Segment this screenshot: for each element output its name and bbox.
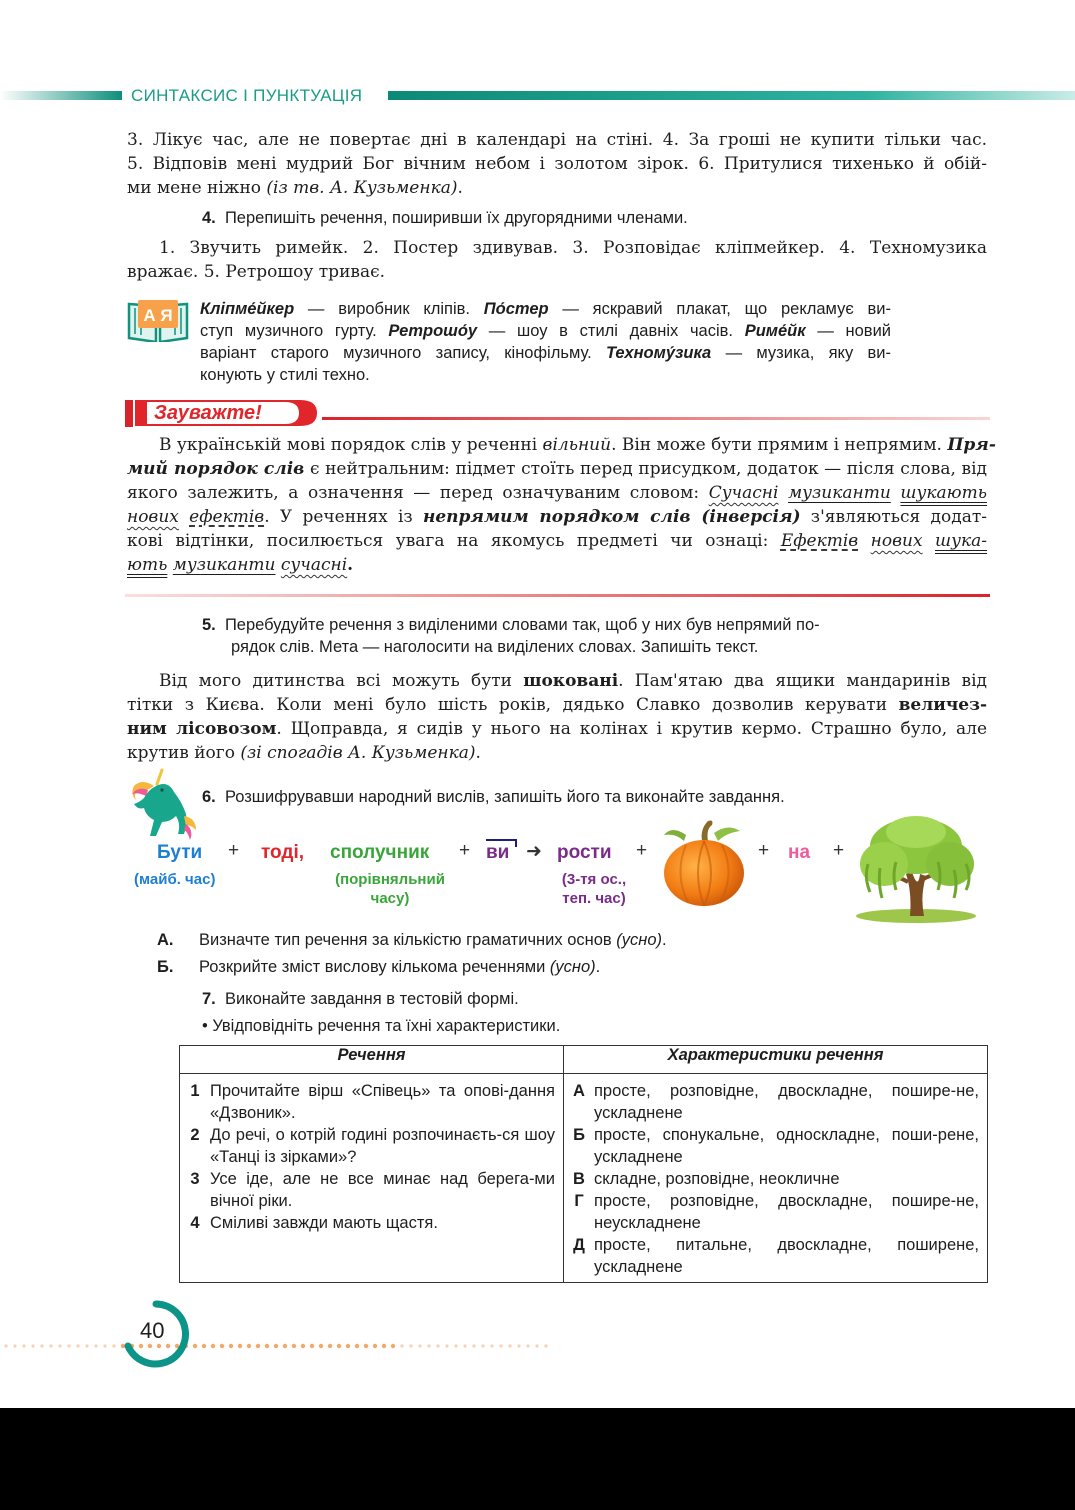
footer-dot (391, 1344, 395, 1348)
text-line: конують у стилі техно. (200, 366, 370, 384)
footer-dot (337, 1344, 341, 1348)
table-row (564, 1190, 987, 1234)
text-fragment: . (347, 555, 354, 575)
footer-dot (103, 1344, 106, 1347)
footer-dot (157, 1344, 161, 1348)
footer-dot (364, 1344, 368, 1348)
table-row (564, 1234, 987, 1278)
task4-sentences (127, 236, 987, 284)
item-key: Б (573, 1126, 585, 1144)
table-row (180, 1124, 563, 1168)
task-number: 5. (202, 616, 216, 634)
text-line (127, 693, 987, 717)
emphasis: непрямим порядком слів (інверсія) (422, 507, 801, 527)
footer-dot (247, 1344, 251, 1348)
footer-dot (454, 1344, 457, 1347)
subtask-text: Розкрийте зміст вислову кількома реченнями (199, 958, 550, 976)
item-key: Д (573, 1236, 585, 1254)
predicate-word: ють (127, 555, 168, 575)
item-key: 4 (190, 1214, 200, 1232)
column-header: Характеристики речення (564, 1046, 988, 1074)
item-text: Прочитайте вірш «Співець» та опові-дання «Дзвоник». (210, 1082, 555, 1122)
hint-line: (порівняльний (335, 871, 445, 888)
footer-dot (139, 1344, 143, 1348)
item-text: просте, розповідне, двоскладне, пошире-не, ускладнене (594, 1082, 979, 1122)
text-line (127, 717, 987, 741)
puzzle-word-spoluchnyk: сполучник (330, 842, 430, 863)
attribute-word: сучасні (280, 555, 348, 575)
footer-dot (85, 1344, 88, 1347)
instruction-text: Перебудуйте речення з виділеними словами так, щоб у них був непрямий по- (224, 616, 820, 634)
highlighted-word: шоковані (523, 671, 619, 691)
hint-line: часу) (370, 890, 410, 907)
text-line (127, 529, 987, 553)
definition: — музика, яку ви- (711, 344, 891, 362)
matching-table (179, 1045, 988, 1283)
footer-dot (238, 1344, 242, 1348)
text-line (127, 433, 996, 457)
subtask-note: (усно) (616, 931, 663, 949)
task7-bullet: • Увідповідніть речення та їхні характеристики. (202, 1017, 561, 1035)
item-key: 3 (190, 1170, 200, 1188)
item-key: 1 (190, 1082, 200, 1100)
definition: — шоу в стилі давніх часів. (477, 322, 745, 340)
footer-dot (22, 1344, 25, 1347)
item-text: складне, розповідне, неокличне (594, 1170, 840, 1188)
column-header: Речення (180, 1046, 564, 1074)
definition: — новий (805, 322, 892, 340)
footer-dots (4, 1344, 547, 1348)
text-line (127, 669, 987, 693)
footer-dot (382, 1344, 386, 1348)
text-fragment: . Пам'ятаю два ящики мандаринів від (618, 671, 987, 691)
item-key: Г (574, 1192, 584, 1210)
pumpkin-icon (656, 815, 752, 911)
text-line (127, 505, 987, 529)
attribute-word: Сучасні (708, 483, 779, 503)
source-citation: (зі спогадів А. Кузьменка) (240, 743, 476, 763)
footer-dot (220, 1344, 224, 1348)
definition: ступ музичного гурту. (200, 322, 389, 340)
page-number: 40 (140, 1318, 165, 1343)
subject-word: музиканти (788, 483, 891, 503)
task5-instruction (202, 614, 922, 658)
task-number: 4. (202, 209, 216, 227)
item-key: В (573, 1170, 585, 1188)
footer-dot (265, 1344, 269, 1348)
text-fragment: Від мого дитинства всі можуть бути (159, 671, 524, 691)
subtask-key: Б. (157, 958, 174, 976)
footer-dot (436, 1344, 439, 1347)
footer-dot (283, 1344, 287, 1348)
object-word: Ефектів (780, 531, 859, 551)
footer-dot (490, 1344, 493, 1347)
text-line (127, 741, 987, 765)
footer-dot (310, 1344, 314, 1348)
table-row (180, 1212, 563, 1234)
item-text: просте, розповідне, двоскладне, пошире-не, неускладнене (594, 1192, 979, 1232)
plus-sign: + (228, 840, 240, 861)
subject-word: музиканти (172, 555, 276, 575)
dictionary-block (200, 298, 891, 386)
item-key: А (573, 1082, 585, 1100)
footer-dot (472, 1344, 475, 1347)
attribute-word: нових (127, 507, 179, 527)
footer-dot (76, 1344, 79, 1347)
predicate-word: шука- (935, 531, 988, 551)
task-number: 6. (202, 788, 216, 806)
item-text: Сміливі завжди мають щастя. (210, 1214, 438, 1232)
plus-sign: + (758, 840, 770, 861)
term: Кліпме́йкер (200, 300, 295, 318)
puzzle-hint-rosty (546, 870, 642, 908)
puzzle-word-vy: ви (486, 842, 510, 863)
text-fragment: тітки з Києва. Коли мені було шість років, дядько Славко дозволив керувати (127, 695, 899, 715)
attribute-word: нових (870, 531, 923, 551)
term: Риме́йк (744, 322, 806, 340)
footer-dot (274, 1344, 278, 1348)
dictionary-book-icon (126, 296, 190, 342)
puzzle-word-rosty: рости (557, 842, 612, 863)
table-row (180, 1080, 563, 1124)
table-row (564, 1080, 987, 1124)
footer-dot (202, 1344, 206, 1348)
object-word: ефектів (189, 507, 265, 527)
instruction-text: Виконайте завдання в тестовій формі. (224, 990, 519, 1008)
hint-line: (3-тя ос., (561, 871, 627, 888)
source-citation: (із тв. А. Кузьменка) (266, 178, 458, 198)
emphasis: вільний (542, 435, 612, 455)
item-text: просте, питальне, двоскладне, поширене, ускладнене (594, 1236, 979, 1276)
footer-dot (166, 1344, 170, 1348)
text-fragment: . (595, 958, 601, 976)
subtask-key: А. (157, 931, 174, 949)
footer-dot (355, 1344, 359, 1348)
footer-dot (229, 1344, 233, 1348)
puzzle-word-todi: тоді, (261, 842, 305, 863)
text-fragment: з'являються додат- (800, 507, 988, 527)
text-fragment: . Щоправда, я сидів у нього на колінах і крутив кермо. Страшно було, але (276, 719, 988, 739)
subtask-text: Визначте тип речення за кількістю граматичних основ (199, 931, 617, 949)
note-divider (125, 593, 990, 598)
sentences-cell (180, 1074, 564, 1283)
text-line (200, 320, 891, 342)
table-body-row (180, 1074, 988, 1283)
puzzle-hint-spoluchnyk (324, 870, 456, 908)
text-fragment: . Він може бути прямим і непрямим. (611, 435, 948, 455)
hint-line: теп. час) (562, 890, 626, 907)
plus-sign: + (833, 840, 845, 861)
definition: — яскравий плакат, що рекламує ви- (548, 300, 891, 318)
footer-dot (409, 1344, 412, 1347)
footer-dot (58, 1344, 61, 1347)
footer-dot (463, 1344, 466, 1347)
text-fragment: . (662, 931, 667, 949)
footer-dot (193, 1344, 197, 1348)
text-line: 1. Звучить римейк. 2. Постер здивував. 3. Розповідає кліпмейкер. 4. Техномузика (159, 238, 987, 258)
puzzle-word-na: на (788, 842, 811, 863)
item-key: 2 (190, 1126, 200, 1144)
task5-text (127, 669, 987, 765)
text-fragment: . У реченнях із (264, 507, 423, 527)
footer-dot (400, 1344, 403, 1347)
table-header-row (180, 1046, 988, 1074)
text-line (127, 457, 987, 481)
instruction-text: Розшифрувавши народний вислів, запишіть його та виконайте завдання. (224, 788, 785, 806)
footer-dot (4, 1344, 7, 1347)
predicate-word: шукають (900, 483, 988, 503)
footer-dot (373, 1344, 377, 1348)
subtask-note: (усно) (549, 958, 596, 976)
section-title: СИНТАКСИС І ПУНКТУАЦІЯ (131, 86, 363, 105)
footer-dot (517, 1344, 520, 1347)
text-line (200, 342, 891, 364)
text-fragment: кові відтінки, посилюється увага на якомусь предметі чи ознаці: (127, 531, 781, 551)
footer-dot (445, 1344, 448, 1347)
definition: — виробник кліпів. (294, 300, 484, 318)
footer-dot (40, 1344, 43, 1347)
text-line: вражає. 5. Ретрошоу триває. (127, 262, 386, 282)
footer-dot (31, 1344, 34, 1347)
footer-dot (319, 1344, 323, 1348)
text-line: 5. Відповів мені мудрий Бог вічним небом і золотом зірок. 6. Притулися тихенько й обій- (127, 154, 987, 174)
footer-dot (535, 1344, 538, 1347)
footer-dot (211, 1344, 215, 1348)
puzzle-hint-buty: (майб. час) (134, 871, 216, 888)
footer-dot (544, 1344, 547, 1347)
note-text (127, 433, 996, 577)
text-fragment: ми мене ніжно (127, 178, 262, 198)
footer-dot (148, 1344, 152, 1348)
footer-dot (526, 1344, 529, 1347)
unicorn-icon (126, 764, 200, 842)
footer-dot (499, 1344, 502, 1347)
text-line (127, 481, 987, 505)
item-text: До речі, о котрій годині розпочинаєть-ся шоу «Танці із зірками»? (210, 1126, 555, 1166)
text-fragment: якого залежить, а означення — перед означуваним словом: (127, 483, 709, 503)
puzzle-word-buty: Бути (157, 842, 203, 863)
dictionary-icon-letters: А Я (143, 306, 173, 325)
highlighted-word: ним лісовозом (127, 719, 277, 739)
footer-decoration (0, 1296, 560, 1368)
task-number: 7. (202, 990, 216, 1008)
note-title: Зауважте! (154, 402, 262, 424)
willow-tree-icon (850, 812, 982, 924)
footer-dot (301, 1344, 305, 1348)
footer-dot (508, 1344, 511, 1347)
characteristics-cell (564, 1074, 988, 1283)
text-fragment: В українській мові порядок слів у реченні (159, 435, 543, 455)
text-fragment: є нейтральним: підмет стоїть перед присудком, додаток — після слова, від (304, 459, 987, 479)
task4-instruction (202, 207, 688, 229)
emphasis: Пря- (947, 435, 996, 455)
footer-dot (49, 1344, 52, 1347)
text-line (127, 176, 987, 200)
continuation-text (127, 128, 987, 200)
table-row (564, 1168, 987, 1190)
footer-dot (481, 1344, 484, 1347)
subtask-b (157, 956, 600, 978)
task7-instruction (202, 988, 519, 1010)
footer-dot (418, 1344, 421, 1347)
text-line (200, 298, 891, 320)
term: Техному́зика (605, 344, 712, 362)
term: Ретрошо́у (388, 322, 478, 340)
definition: варіант старого музичного запису, кінофільму. (200, 344, 606, 362)
item-text: Усе іде, але не все минає над берега-ми вічної ріки. (210, 1170, 555, 1210)
footer-dot (67, 1344, 70, 1347)
text-line: рядок слів. Мета — наголосити на виділених словах. Запишіть текст. (231, 638, 759, 656)
footer-dot (292, 1344, 296, 1348)
subtask-a (157, 929, 667, 951)
arrow-icon: ➜ (526, 841, 542, 862)
footer-dot (328, 1344, 332, 1348)
term: По́стер (483, 300, 549, 318)
highlighted-word: величез- (898, 695, 987, 715)
footer-dot (13, 1344, 16, 1347)
text-line: 3. Лікує час, але не повертає дні в календарі на стіні. 4. За гроші не купити тільки час. (127, 130, 987, 150)
footer-dot (112, 1344, 115, 1347)
text-line (202, 614, 922, 636)
item-text: просте, спонукальне, односкладне, поши-рене, ускладнене (594, 1126, 979, 1166)
footer-dot (94, 1344, 97, 1347)
instruction-text: Перепишіть речення, поширивши їх другорядними членами. (224, 209, 688, 227)
plus-sign: + (459, 840, 471, 861)
footer-dot (427, 1344, 430, 1347)
table-row (180, 1168, 563, 1212)
task6-instruction (202, 786, 785, 808)
emphasis: мий порядок слів (127, 459, 305, 479)
table-row (564, 1124, 987, 1168)
plus-sign: + (636, 840, 648, 861)
text-fragment: . (475, 743, 481, 763)
text-fragment: крутив його (127, 743, 241, 763)
text-line (127, 553, 987, 577)
footer-dot (346, 1344, 350, 1348)
footer-dot (256, 1344, 260, 1348)
text-fragment: . (457, 178, 463, 198)
